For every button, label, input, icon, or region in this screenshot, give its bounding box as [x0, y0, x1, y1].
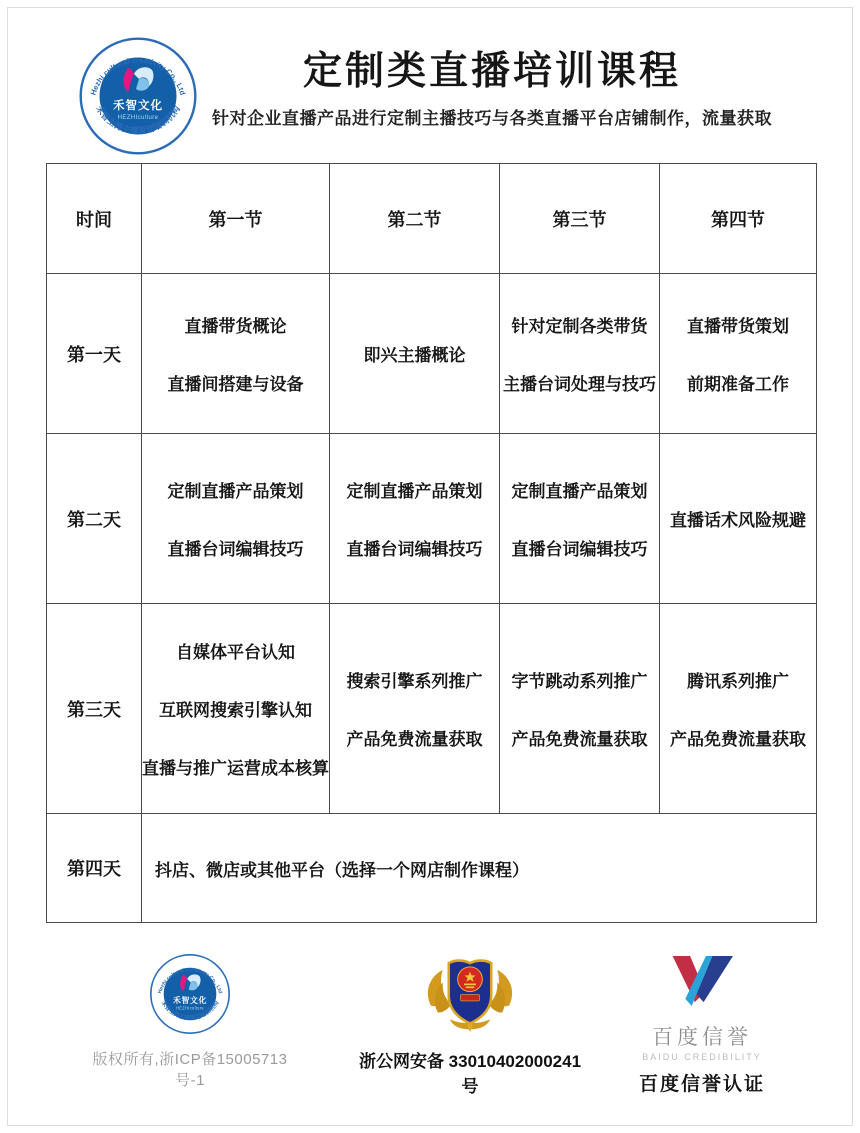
table-header-row: [47, 164, 817, 274]
footer-police-block: [352, 948, 588, 1097]
table-cell: [330, 604, 500, 814]
table-cell: [142, 604, 330, 814]
table-cell: [660, 434, 817, 604]
cell-line: 直播间搭建与设备: [167, 375, 304, 394]
table-cell: [660, 604, 817, 814]
cell-line: 搜索引擎系列推广: [346, 672, 483, 691]
cell-line: 直播台词编辑技巧: [346, 540, 483, 559]
table-row-day3: [47, 604, 817, 814]
day-label: 第一天: [47, 274, 142, 434]
column-header-time: 时间: [47, 164, 142, 274]
police-record-text: 浙公网安备 33010402000241号: [358, 1052, 582, 1096]
cell-line: 前期准备工作: [687, 375, 789, 394]
column-header-session2: 第二节: [330, 164, 500, 274]
column-header-session4: 第四节: [660, 164, 817, 274]
column-header-session3: 第三节: [500, 164, 660, 274]
table-cell-merged: [142, 814, 817, 923]
baidu-credibility-cn: 百度信誉: [652, 1026, 752, 1049]
baidu-credibility-icon: [655, 952, 749, 1014]
cell-line: 直播话术风险规避: [670, 511, 806, 530]
cell-line: 直播带货概论: [184, 317, 287, 336]
cell-line: 字节跳动系列推广: [511, 672, 648, 691]
cell-line: 互联网搜索引擎认知: [159, 701, 312, 720]
table-cell: [500, 434, 660, 604]
table-cell: [500, 274, 660, 434]
cell-line: 定制直播产品策划: [511, 482, 648, 501]
cell-line: 直播带货策划: [687, 317, 789, 336]
hezhi-logo-icon: [148, 953, 232, 1035]
footer-copyright-block: [78, 953, 302, 1090]
cell-line: 定制直播产品策划: [346, 482, 483, 501]
table-row-day4: [47, 814, 817, 923]
baidu-credibility-en: BAIDU CREDIBILITY: [642, 1052, 762, 1062]
column-header-session1: 第一节: [142, 164, 330, 274]
cell-line: 主播台词处理与技巧: [503, 375, 656, 394]
icp-record-text: 版权所有,浙ICP备15005713号-1: [92, 1051, 288, 1089]
day-label: 第二天: [47, 434, 142, 604]
table-row-day2: [47, 434, 817, 604]
day-label: 第三天: [47, 604, 142, 814]
table-cell: [142, 434, 330, 604]
police-badge-icon: [419, 948, 521, 1036]
table-cell: [330, 274, 500, 434]
page-title: 定制类直播培训课程: [302, 50, 681, 93]
cell-line: 产品免费流量获取: [346, 730, 483, 749]
cell-line: 产品免费流量获取: [511, 730, 648, 749]
table-cell: [330, 434, 500, 604]
header: [170, 50, 814, 129]
cell-line: 即兴主播概论: [363, 346, 466, 365]
cell-line: 直播台词编辑技巧: [511, 540, 648, 559]
cell-line: 产品免费流量获取: [670, 730, 806, 749]
table-row-day1: [47, 274, 817, 434]
course-table: [46, 163, 817, 923]
cell-line: 直播与推广运营成本核算: [142, 759, 329, 778]
table-cell: [142, 274, 330, 434]
cell-line: 针对定制各类带货: [511, 317, 648, 336]
cell-line: 自媒体平台认知: [176, 643, 295, 662]
page-subtitle: 针对企业直播产品进行定制主播技巧与各类直播平台店铺制作，流量获取: [212, 108, 772, 128]
cell-line: 定制直播产品策划: [167, 482, 304, 501]
day-label: 第四天: [47, 814, 142, 923]
baidu-certification-text: 百度信誉认证: [638, 1074, 765, 1095]
table-cell: [500, 604, 660, 814]
cell-line: 腾讯系列推广: [687, 672, 789, 691]
table-cell: [660, 274, 817, 434]
cell-line: 直播台词编辑技巧: [167, 540, 304, 559]
footer-baidu-block: [603, 952, 801, 1096]
cell-line: 抖店、微店或其他平台（选择一个网店制作课程）: [155, 860, 529, 880]
